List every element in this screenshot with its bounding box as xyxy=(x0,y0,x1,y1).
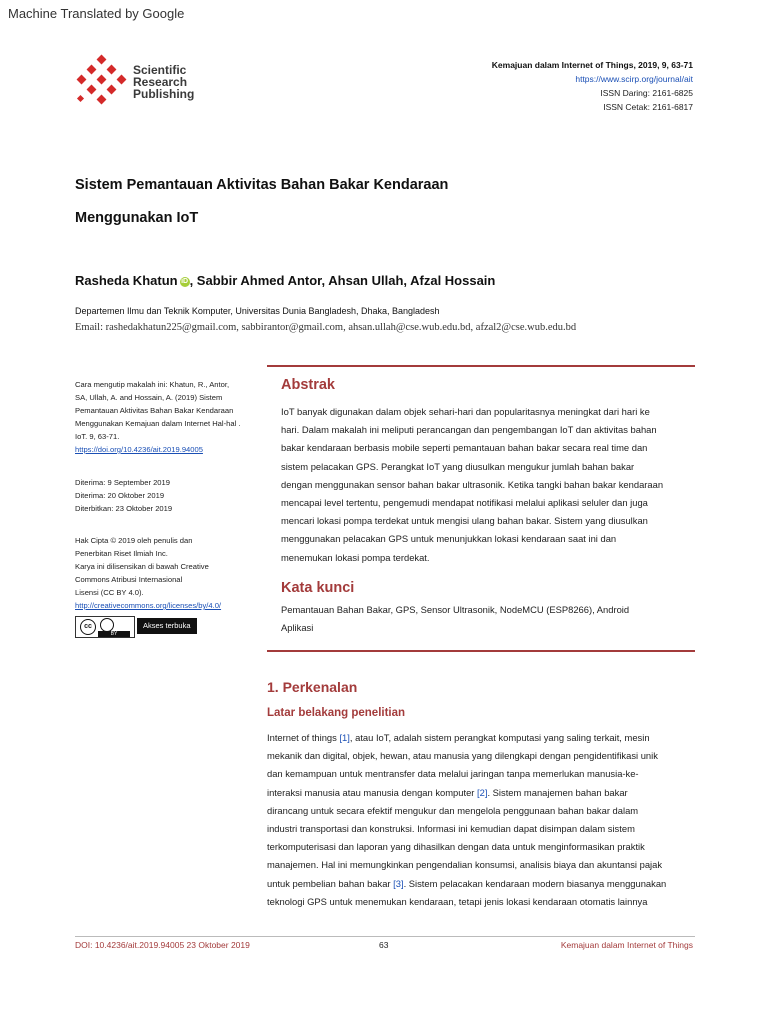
body-line: interaksi manusia atau manusia dengan komputer [2]. Sistem manajemen bahan bakar xyxy=(267,786,628,798)
body-line: Internet of things [1], atau IoT, adalah sistem perangkat komputasi yang saling terkait, mesin xyxy=(267,732,650,743)
body-line: dan kemampuan untuk mentransfer data melalui jaringan tanpa memerlukan manusia-ke- xyxy=(267,768,639,780)
abstract-text: IoT banyak digunakan dalam objek sehari-hari dan popularitasnya meningkat dari hari ke hari. Dalam makalah ini meliputi perancangan dan pengembangan IoT dan aktivitas bahan bakar kendaraan berbasis mobile seperti pemantauan bahan bakar secara real time dan sistem pelacakan GPS. Perangkat IoT yang diusulkan mengukur jumlah bahan bakar dengan menggunakan sensor bahan bakar ultrasonik. Ketika tangki bahan bakar kendaraan mencapai level tertentu, pengemudi mendapat notifikasi melalui aplikasi seluler dan juga mencari lokasi pompa terdekat untuk mengisi ulang bahan bakar. Sistem yang diusulkan menggunakan pelacakan GPS untuk menunjukkan lokasi kendaraan saat ini dan menemukan lokasi pompa terdekat. xyxy=(281,406,664,563)
footer-doi: DOI: 10.4236/ait.2019.94005 23 Oktober 2019 xyxy=(75,940,250,950)
reference-link[interactable]: [3] xyxy=(393,877,404,889)
reference-link[interactable]: [2] xyxy=(477,786,488,798)
issn-online: ISSN Daring: 2161-6825 xyxy=(600,88,693,98)
cc-icon: cc xyxy=(80,619,96,635)
abstract-top-rule xyxy=(267,365,695,367)
affiliation: Departemen Ilmu dan Teknik Komputer, Universitas Dunia Bangladesh, Dhaka, Bangladesh xyxy=(75,306,440,316)
keywords-text: Pemantauan Bahan Bakar, GPS, Sensor Ultrasonik, NodeMCU (ESP8266), Android Aplikasi xyxy=(281,604,630,634)
license-link[interactable]: http://creativecommons.org/licenses/by/4.0/ xyxy=(75,601,222,610)
journal-header xyxy=(492,58,693,114)
other-authors: , Sabbir Ahmed Antor, Ahsan Ullah, Afzal Hossain xyxy=(189,273,496,288)
by-label: BY xyxy=(98,631,130,637)
reference-link[interactable]: [1] xyxy=(339,732,350,743)
open-access-badge[interactable]: Akses terbuka xyxy=(137,618,197,634)
publisher-name: Scientific Research Publishing xyxy=(133,63,195,101)
body-line: manajemen. Hal ini memungkinkan pengendalian konsumsi, analisis biaya dan akuntansi pajak xyxy=(267,859,663,871)
keywords-heading: Kata kunci xyxy=(281,580,355,596)
body-line: mekanik dan digital, objek, hewan, atau manusia yang dilengkapi dengan pengidentifikasi unik xyxy=(267,750,658,762)
dates-block xyxy=(75,476,265,515)
issn-print: ISSN Cetak: 2161-6817 xyxy=(603,102,693,112)
accepted-date: Diterima: 20 Oktober 2019 xyxy=(75,491,165,500)
section-heading: 1. Perkenalan xyxy=(267,679,358,695)
doi-link[interactable]: https://doi.org/10.4236/ait.2019.94005 xyxy=(75,445,203,454)
body-line: teknologi GPS untuk menemukan kendaraan, tetapi jenis lokasi kendaraan otomatis lainnya xyxy=(267,895,648,907)
body-line: terkomputerisasi dan laporan yang dihasilkan dengan data untuk menginformasikan praktik xyxy=(267,841,645,853)
abstract-bottom-rule xyxy=(267,650,695,652)
cc-by-badge[interactable] xyxy=(75,616,135,638)
abstract-heading: Abstrak xyxy=(281,377,335,393)
orcid-icon[interactable]: iD xyxy=(181,278,189,285)
author-emails: Email: rashedakhatun225@gmail.com, sabbirantor@gmail.com, ahsan.ullah@cse.wub.edu.bd, afzal2@cse.wub.edu.bd xyxy=(75,322,577,333)
journal-citation: Kemajuan dalam Internet of Things, 2019, 9, 63-71 xyxy=(491,60,693,70)
section-body xyxy=(267,729,699,911)
authors xyxy=(75,273,495,288)
page-number: 63 xyxy=(379,940,389,950)
paper-title-line2: Menggunakan IoT xyxy=(75,210,199,226)
published-date: Diterbitkan: 23 Oktober 2019 xyxy=(75,504,173,513)
body-line: dirancang untuk secara efektif mengukur dan mengelola penggunaan bahan bakar dalam xyxy=(267,804,639,816)
machine-translation-banner: Machine Translated by Google xyxy=(8,6,185,21)
person-icon xyxy=(100,618,114,632)
paper-title-line1: Sistem Pemantauan Aktivitas Bahan Bakar Kendaraan xyxy=(75,177,449,193)
body-line: untuk pembelian bahan bakar [3]. Sistem pelacakan kendaraan modern biasanya menggunakan xyxy=(267,877,667,889)
copyright-block: Hak Cipta © 2019 oleh penulis dan Penerbitan Riset Ilmiah Inc. Karya ini dilisensikan di bawah Creative Commons Atribusi Internasional Lisensi (CC BY 4.0). http://creativecommons.org/licenses/by/4.0/ xyxy=(75,536,222,610)
received-date: Diterima: 9 September 2019 xyxy=(75,478,170,487)
footer-rule xyxy=(75,936,695,937)
subsection-heading: Latar belakang penelitian xyxy=(267,707,406,719)
body-line: industri transportasi dan konstruksi. Informasi ini kemudian dapat disimpan dalam sistem xyxy=(267,823,635,835)
footer-journal: Kemajuan dalam Internet of Things xyxy=(560,940,693,950)
citation-block: Cara mengutip makalah ini: Khatun, R., Antor, SA, Ullah, A. and Hossain, A. (2019) Sistem Pemantauan Aktivitas Bahan Bakar Kendaraan Menggunakan Kemajuan dalam Internet Hal-hal . IoT. 9, 63-71. https://doi.org/10.4236/ait.2019.94005 xyxy=(75,380,241,454)
journal-url-link[interactable]: https://www.scirp.org/journal/ait xyxy=(575,74,693,84)
first-author: Rasheda Khatun xyxy=(75,273,178,288)
